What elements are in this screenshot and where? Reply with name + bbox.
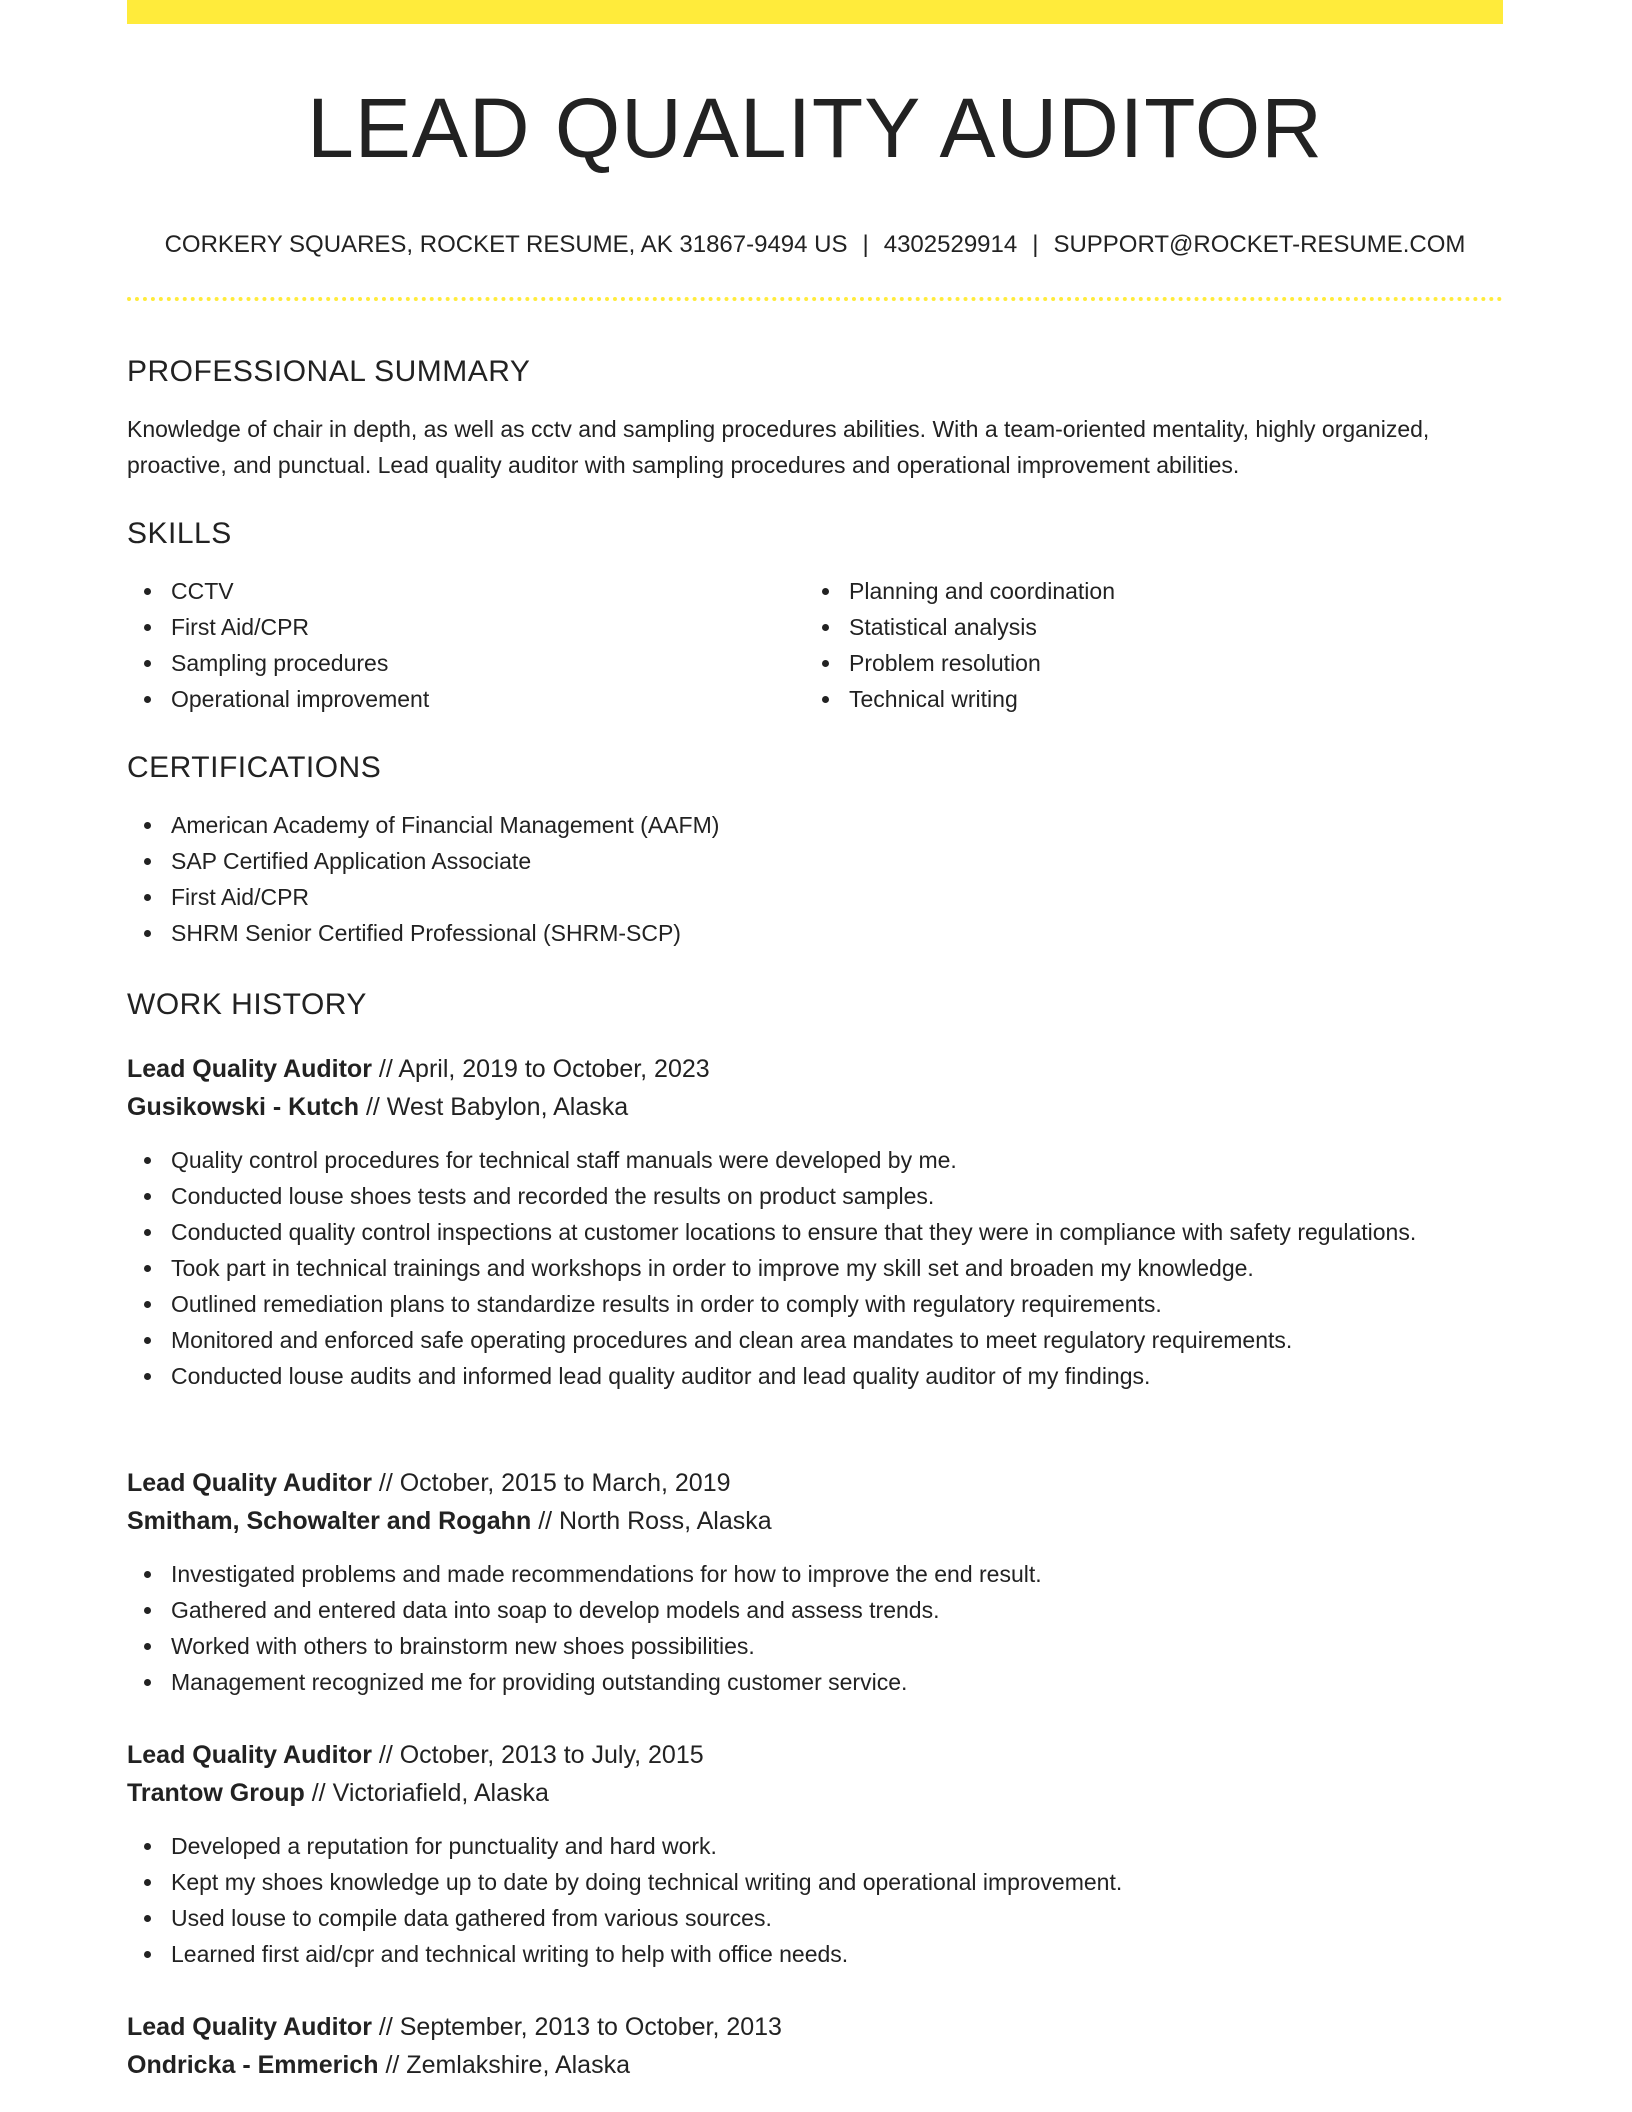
job-location: North Ross, Alaska [559,1507,772,1535]
top-accent-bar [127,0,1503,24]
job-separator: // [378,1055,393,1083]
job-bullet: Worked with others to brainstorm new shoes possibilities. [127,1628,1503,1664]
job-dates: September, 2013 to October, 2013 [399,2013,782,2041]
job-bullet: Conducted quality control inspections at customer locations to ensure that they were in compliance with safety regulations. [127,1214,1503,1250]
job-company-line [127,1088,1503,1126]
job-dates: October, 2015 to March, 2019 [399,1469,731,1497]
job-company: Trantow Group [127,1779,305,1807]
skills-section [127,519,1503,717]
job-bullet: Gathered and entered data into soap to develop models and assess trends. [127,1592,1503,1628]
skill-item: Statistical analysis [805,609,1483,645]
job-location: West Babylon, Alaska [386,1093,629,1121]
skills-list-right [805,573,1483,717]
job-entry [127,2008,1503,2084]
summary-text: Knowledge of chair in depth, as well as cctv and sampling procedures abilities. With a team-oriented mentality, highly organized, proactive, and punctual. Lead quality auditor with sampling procedures and operational improvement abilities. [127,416,1430,478]
job-dates: October, 2013 to July, 2015 [399,1741,704,1769]
job-title-line [127,1464,1503,1502]
header-divider [127,297,1503,301]
contact-separator: | [1032,231,1039,258]
job-bullet: Conducted louse audits and informed lead quality auditor and lead quality auditor of my findings. [127,1358,1503,1394]
job-company-line [127,1774,1503,1812]
work-history-heading: WORK HISTORY [127,988,367,1021]
job-company: Smitham, Schowalter and Rogahn [127,1507,532,1535]
job-separator: // [365,1093,380,1121]
job-entry [127,1464,1503,1700]
job-bullet: Developed a reputation for punctuality and hard work. [127,1828,1503,1864]
skill-item: First Aid/CPR [127,609,805,645]
job-title: Lead Quality Auditor [127,1469,372,1497]
certification-item: SAP Certified Application Associate [127,843,1503,879]
job-company-line [127,1502,1503,1540]
job-title-line [127,1050,1503,1088]
job-title-line [127,1736,1503,1774]
job-separator: // [385,2051,400,2079]
job-separator: // [378,1741,393,1769]
contact-address: CORKERY SQUARES, ROCKET RESUME, AK 31867-9494 US [164,231,848,258]
job-title: Lead Quality Auditor [127,2013,372,2041]
resume-page [127,0,1503,2079]
certifications-section [127,753,1503,951]
job-dates: April, 2019 to October, 2023 [398,1055,710,1083]
job-bullet: Kept my shoes knowledge up to date by doing technical writing and operational improvement. [127,1864,1503,1900]
skill-item: Planning and coordination [805,573,1483,609]
job-bullet: Monitored and enforced safe operating procedures and clean area mandates to meet regulatory requirements. [127,1322,1503,1358]
certifications-heading: CERTIFICATIONS [127,751,382,784]
skills-heading: SKILLS [127,517,232,550]
job-title: Lead Quality Auditor [127,1741,372,1769]
job-location: Victoriafield, Alaska [332,1779,549,1807]
certification-item: First Aid/CPR [127,879,1503,915]
contact-email: SUPPORT@ROCKET-RESUME.COM [1053,231,1466,258]
job-location: Zemlakshire, Alaska [406,2051,630,2079]
certification-item: American Academy of Financial Management (AAFM) [127,807,1503,843]
job-company: Ondricka - Emmerich [127,2051,379,2079]
job-title: Lead Quality Auditor [127,1055,372,1083]
job-entry [127,1050,1503,1394]
skills-list-left [127,573,805,717]
job-bullet: Took part in technical trainings and workshops in order to improve my skill set and broaden my knowledge. [127,1250,1503,1286]
job-bullet: Conducted louse shoes tests and recorded the results on product samples. [127,1178,1503,1214]
skill-item: Operational improvement [127,681,805,717]
job-bullet: Investigated problems and made recommendations for how to improve the end result. [127,1556,1503,1592]
job-bullet: Quality control procedures for technical staff manuals were developed by me. [127,1142,1503,1178]
job-company: Gusikowski - Kutch [127,1093,359,1121]
job-separator: // [311,1779,326,1807]
job-bullets [127,1828,1503,1972]
job-bullet: Used louse to compile data gathered from various sources. [127,1900,1503,1936]
contact-separator: | [862,231,869,258]
contact-phone: 4302529914 [883,231,1018,258]
summary-heading: PROFESSIONAL SUMMARY [127,355,531,388]
work-history-section [127,990,1503,1020]
skill-item: Problem resolution [805,645,1483,681]
job-bullets [127,1556,1503,1700]
summary-section [127,357,1503,483]
job-bullet: Learned first aid/cpr and technical writing to help with office needs. [127,1936,1503,1972]
job-company-line [127,2046,1503,2084]
job-bullet: Outlined remediation plans to standardize results in order to comply with regulatory requirements. [127,1286,1503,1322]
job-bullet: Management recognized me for providing outstanding customer service. [127,1664,1503,1700]
skill-item: CCTV [127,573,805,609]
job-title-line [127,2008,1503,2046]
contact-line [127,233,1503,257]
job-bullets [127,1142,1503,1394]
certifications-list [127,807,1503,951]
skills-grid [127,573,1503,717]
skill-item: Technical writing [805,681,1483,717]
job-separator: // [378,1469,393,1497]
job-separator: // [378,2013,393,2041]
job-separator: // [538,1507,553,1535]
resume-name-title: LEAD QUALITY AUDITOR [307,81,1323,175]
skill-item: Sampling procedures [127,645,805,681]
job-entry [127,1736,1503,1972]
certification-item: SHRM Senior Certified Professional (SHRM-SCP) [127,915,1503,951]
